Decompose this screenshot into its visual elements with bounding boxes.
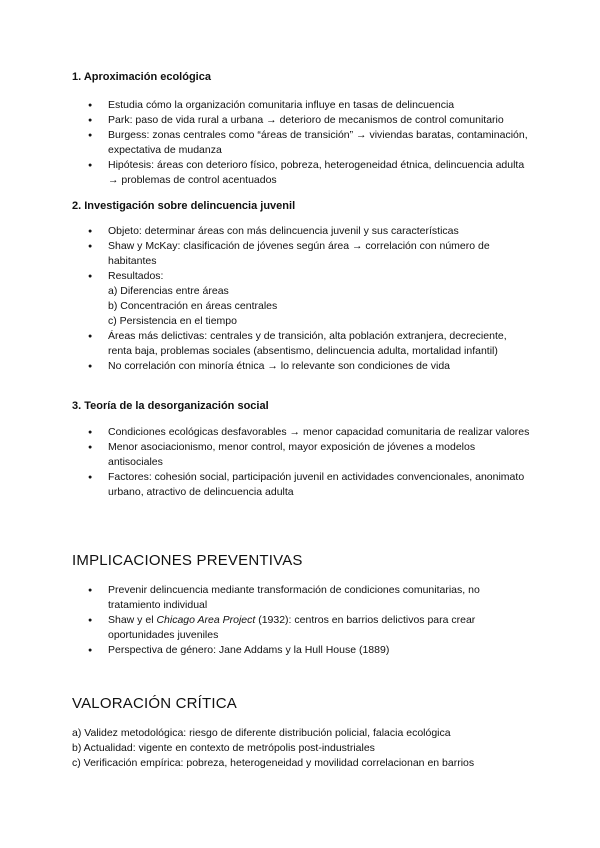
result-line: c) Persistencia en el tiempo — [108, 315, 237, 327]
list-item: ● Park: paso de vida rural a urbana → deterioro de mecanismos de control comunitario — [72, 113, 532, 128]
list-item-results — [72, 269, 532, 329]
list-item: ● Estudia cómo la organización comunitaria influye en tasas de delincuencia — [72, 98, 532, 113]
result-line: a) Diferencias entre áreas — [108, 285, 229, 297]
list-item — [72, 613, 532, 643]
valoracion-line: b) Actualidad: vigente en contexto de metrópolis post-industriales — [72, 742, 375, 754]
section-1-list — [72, 98, 532, 188]
valoracion-lines — [72, 726, 542, 771]
section-2-list — [72, 224, 532, 374]
item-text-emphasis: Chicago Area Project — [156, 614, 256, 626]
list-item: ● Condiciones ecológicas desfavorables → menor capacidad comunitaria de realizar valores — [72, 425, 532, 440]
valoracion-line: c) Verificación empírica: pobreza, heterogeneidad y movilidad correlacionan en barrios — [72, 757, 475, 769]
section-3-heading: 3. Teoría de la desorganización social — [72, 400, 269, 412]
implicaciones-heading: IMPLICACIONES PREVENTIVAS — [72, 552, 303, 569]
list-item: ● Shaw y McKay: clasificación de jóvenes según área → correlación con número de habitantes — [72, 239, 532, 269]
list-item: ● Hipótesis: áreas con deterioro físico, pobreza, heterogeneidad étnica, delincuencia adulta → problemas de control acentuados — [72, 158, 532, 188]
section-1-heading: 1. Aproximación ecológica — [72, 71, 211, 83]
valoracion-heading: VALORACIÓN CRÍTICA — [72, 695, 238, 712]
list-item: ● Burgess: zonas centrales como “áreas de transición” → viviendas baratas, contaminación, expectativa de mudanza — [72, 128, 532, 158]
valoracion-line: a) Validez metodológica: riesgo de diferente distribución policial, falacia ecológica — [72, 727, 451, 739]
section-2-heading: 2. Investigación sobre delincuencia juvenil — [72, 200, 296, 212]
results-label: ● Resultados: — [108, 270, 164, 282]
list-item: ● Prevenir delincuencia mediante transformación de condiciones comunitarias, no tratamiento individual — [72, 583, 532, 613]
list-item: ● Áreas más delictivas: centrales y de transición, alta población extranjera, decreciente, renta baja, problemas sociales (absentismo, delincuencia adulta, mortalidad infantil) — [72, 329, 532, 359]
list-item: ● Perspectiva de género: Jane Addams y la Hull House (1889) — [72, 643, 532, 658]
implicaciones-list — [72, 583, 532, 658]
list-item: ● Menor asociacionismo, menor control, mayor exposición de jóvenes a modelos antisociales — [72, 440, 532, 470]
item-text-pre: Shaw y el — [108, 614, 157, 626]
result-line: b) Concentración en áreas centrales — [108, 300, 278, 312]
list-item: ● Factores: cohesión social, participación juvenil en actividades convencionales, anonimato urbano, atractivo de delincuencia adulta — [72, 470, 532, 500]
list-item: ● Objeto: determinar áreas con más delincuencia juvenil y sus características — [72, 224, 532, 239]
item-text-post: (1932): centros en barrios delictivos para crear oportunidades juveniles — [108, 614, 476, 641]
list-item: ● No correlación con minoría étnica → lo relevante son condiciones de vida — [72, 359, 532, 374]
section-3-list — [72, 425, 532, 500]
